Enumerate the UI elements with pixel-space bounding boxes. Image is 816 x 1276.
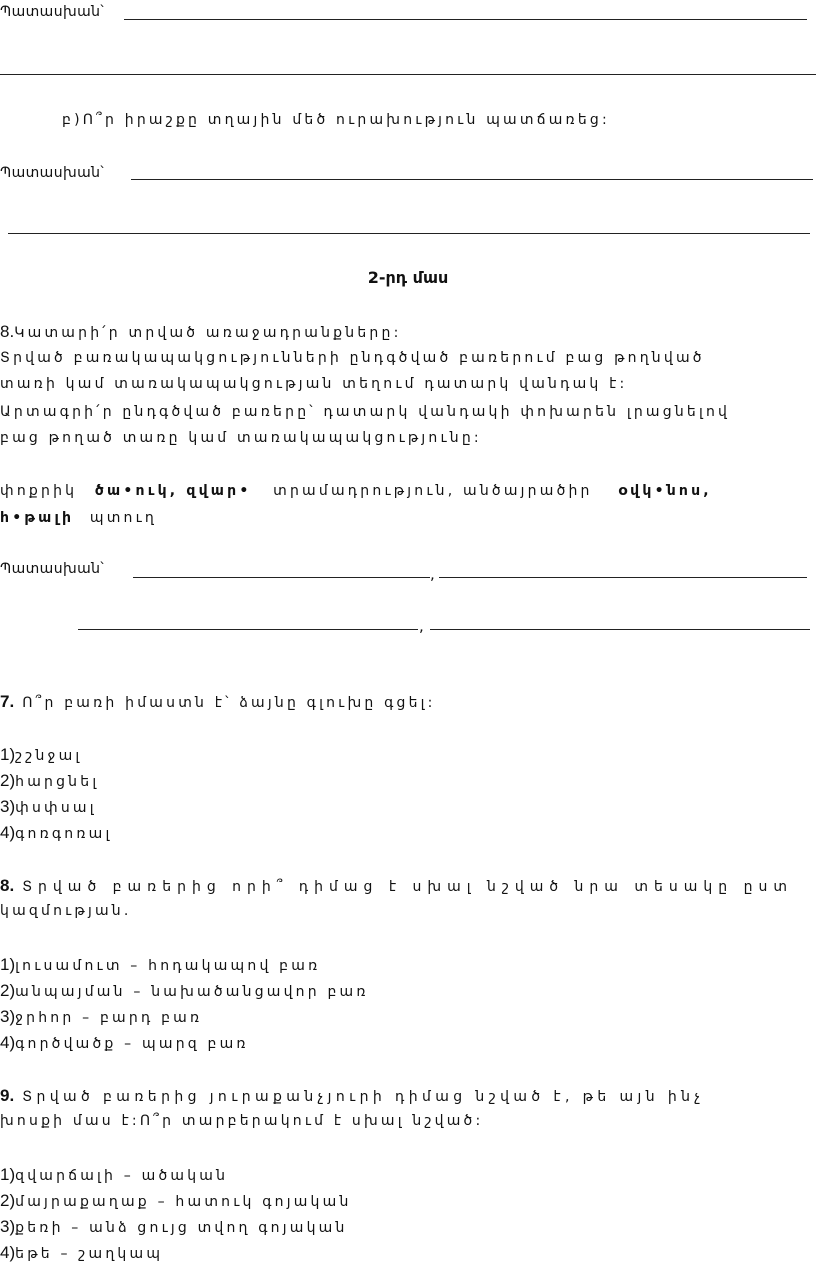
- option-number: 1): [0, 1165, 16, 1184]
- answer-blank[interactable]: [78, 629, 418, 630]
- option-number: 3): [0, 1217, 16, 1236]
- question-text: Ո՞ր բառի իմաստն է՝ ձայնը գլուխը գցել:: [22, 695, 436, 711]
- question-7: [0, 692, 436, 712]
- option[interactable]: [0, 1033, 249, 1053]
- option[interactable]: [0, 745, 82, 765]
- underlined-words: հ•թալի: [0, 510, 75, 526]
- option[interactable]: [0, 981, 369, 1001]
- option-number: 3): [0, 1007, 16, 1026]
- option[interactable]: [0, 1243, 163, 1263]
- option-number: 3): [0, 797, 16, 816]
- words-line: [0, 483, 712, 499]
- option[interactable]: [0, 771, 99, 791]
- word-plain: տրամադրություն, անծայրածիր: [273, 483, 593, 499]
- words-line: [0, 510, 157, 526]
- answer-label: Պատասխան՝: [0, 165, 105, 181]
- task-number: 8.: [0, 322, 15, 341]
- option-number: 2): [0, 1191, 16, 1210]
- question-9: [0, 1086, 704, 1106]
- option-text: ջրհոր – բարդ բառ: [15, 1010, 203, 1026]
- option-text: փսփսալ: [15, 800, 97, 816]
- underlined-words: օվկ•նոս,: [618, 483, 712, 499]
- task-instructions: [0, 322, 402, 342]
- option[interactable]: [0, 1007, 202, 1027]
- word-plain: պտուղ: [89, 510, 157, 526]
- comma: ,: [430, 565, 435, 583]
- answer-label: Պատասխան՝: [0, 561, 105, 577]
- question-b: բ)Ո՞ր իրաշքը տղային մեծ ուրախություն պատճառեց:: [62, 112, 610, 128]
- instruction-line: բաց թողած տառը կամ տառակապակցությունը:: [0, 430, 482, 446]
- option-number: 1): [0, 955, 16, 974]
- option-text: քեռի – անձ ցույց տվող գոյական: [15, 1220, 348, 1236]
- instruction-line: Տրված բառակապակցությունների ընդգծված բառերում բաց թողնված: [0, 350, 705, 366]
- option-text: զվարճալի – ածական: [15, 1168, 229, 1184]
- question-number: 7.: [0, 692, 15, 711]
- answer-line[interactable]: [8, 233, 810, 234]
- answer-line[interactable]: [124, 19, 807, 20]
- question-number: 8.: [0, 876, 15, 895]
- word-plain: փոքրիկ: [0, 483, 78, 499]
- answer-label: Պատասխան՝: [0, 4, 105, 20]
- question-text: Տրված բառերից յուրաքանչյուրի դիմաց նշված է, թե այն ինչ: [22, 1089, 705, 1105]
- option[interactable]: [0, 797, 97, 817]
- option-number: 4): [0, 823, 16, 842]
- question-text: խոսքի մաս է:Ո՞ր տարբերակում է սխալ նշված:: [0, 1113, 484, 1129]
- option-number: 4): [0, 1033, 16, 1052]
- option-text: եթե – շաղկապ: [15, 1246, 164, 1262]
- comma: ,: [419, 617, 424, 635]
- option[interactable]: [0, 1217, 348, 1237]
- answer-blank[interactable]: [439, 577, 807, 578]
- question-text: Տրված բառերից որի՞ դիմաց է սխալ նշված նրա տեսակը ըստ: [22, 879, 793, 895]
- section-title: 2-րդ մաս: [367, 268, 449, 287]
- option-number: 1): [0, 745, 16, 764]
- option-text: գործվածք – պարզ բառ: [15, 1036, 249, 1052]
- option-text: հարցնել: [15, 774, 100, 790]
- answer-blank[interactable]: [430, 629, 810, 630]
- option[interactable]: [0, 823, 112, 843]
- option-text: մայրաքաղաք – հատուկ գոյական: [15, 1194, 352, 1210]
- option-text: լուսամուտ – հոդակապով բառ: [15, 958, 321, 974]
- instruction-line: Կատարի՛ր տրված առաջադրանքները:: [14, 325, 402, 341]
- instruction-line: տառի կամ տառակապակցության տեղում դատարկ վանդակ է:: [0, 376, 628, 392]
- question-8: [0, 876, 793, 896]
- question-number: 9.: [0, 1086, 15, 1105]
- answer-line[interactable]: [0, 74, 816, 75]
- option-text: գոռգոռալ: [15, 826, 113, 842]
- option-text: շշնջալ: [15, 748, 83, 764]
- answer-blank[interactable]: [133, 577, 430, 578]
- option-text: անպայման – նախածանցավոր բառ: [15, 984, 369, 1000]
- underlined-words: ծա•ուկ, զվար•: [94, 483, 252, 499]
- instruction-line: Արտագրի՛ր ընդգծված բառերը՝ դատարկ վանդակի փոխարեն լրացնելով: [0, 404, 731, 420]
- option[interactable]: [0, 955, 320, 975]
- option-number: 2): [0, 981, 16, 1000]
- question-text: կազմության.: [0, 903, 132, 919]
- option[interactable]: [0, 1165, 228, 1185]
- option[interactable]: [0, 1191, 352, 1211]
- option-number: 2): [0, 771, 16, 790]
- answer-line[interactable]: [131, 179, 813, 180]
- option-number: 4): [0, 1243, 16, 1262]
